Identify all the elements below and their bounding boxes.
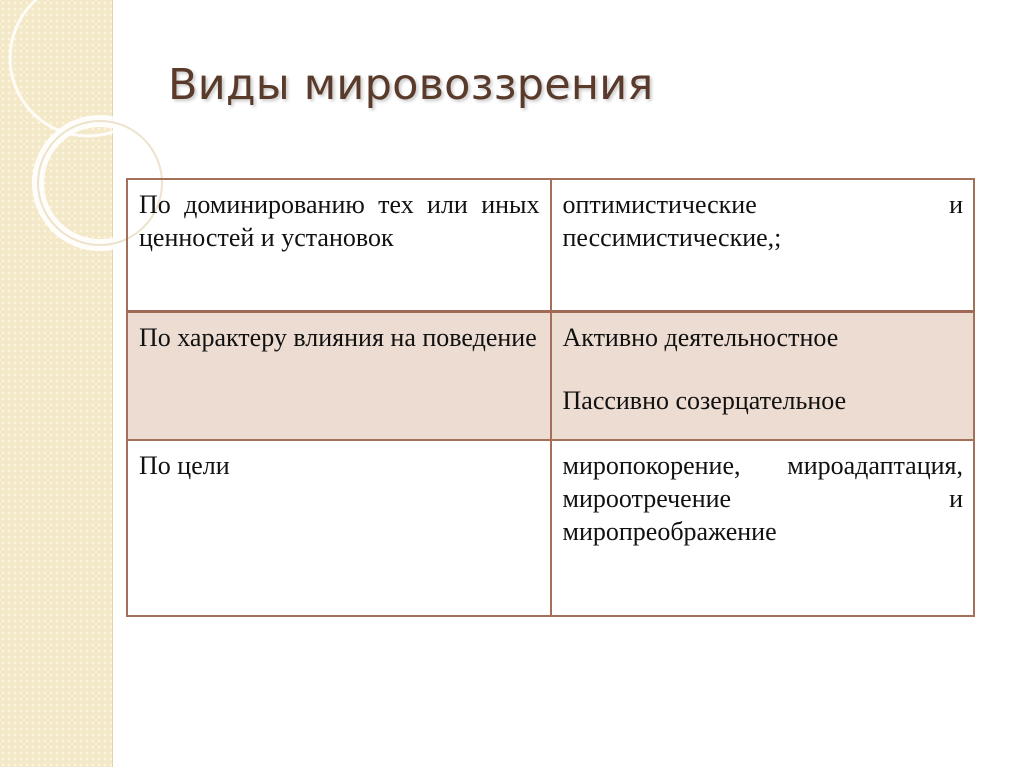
- types-text: Активно деятельностное: [562, 323, 839, 352]
- criterion-cell: [127, 312, 551, 441]
- table-row: [127, 440, 974, 616]
- table-row: [127, 179, 974, 312]
- types-cell: [551, 179, 975, 312]
- types-cell: [551, 440, 975, 616]
- table-row: [127, 312, 974, 441]
- types-text: Пассивно созерцательное: [562, 386, 847, 415]
- criterion-text: По цели: [139, 451, 230, 480]
- criterion-text: По характеру влияния на поведение: [139, 323, 537, 352]
- criterion-text: По доминированию тех или иных ценностей и установок: [139, 190, 540, 252]
- worldview-types-table: [126, 178, 975, 617]
- types-cell: [551, 312, 975, 441]
- criterion-cell: [127, 440, 551, 616]
- types-text: миропокорение, мироадаптация, мироотречение и миропреображение: [562, 451, 963, 546]
- slide-title: Виды мировоззрения: [168, 60, 654, 110]
- types-text: оптимистические и пессимистические,;: [562, 190, 963, 252]
- criterion-cell: [127, 179, 551, 312]
